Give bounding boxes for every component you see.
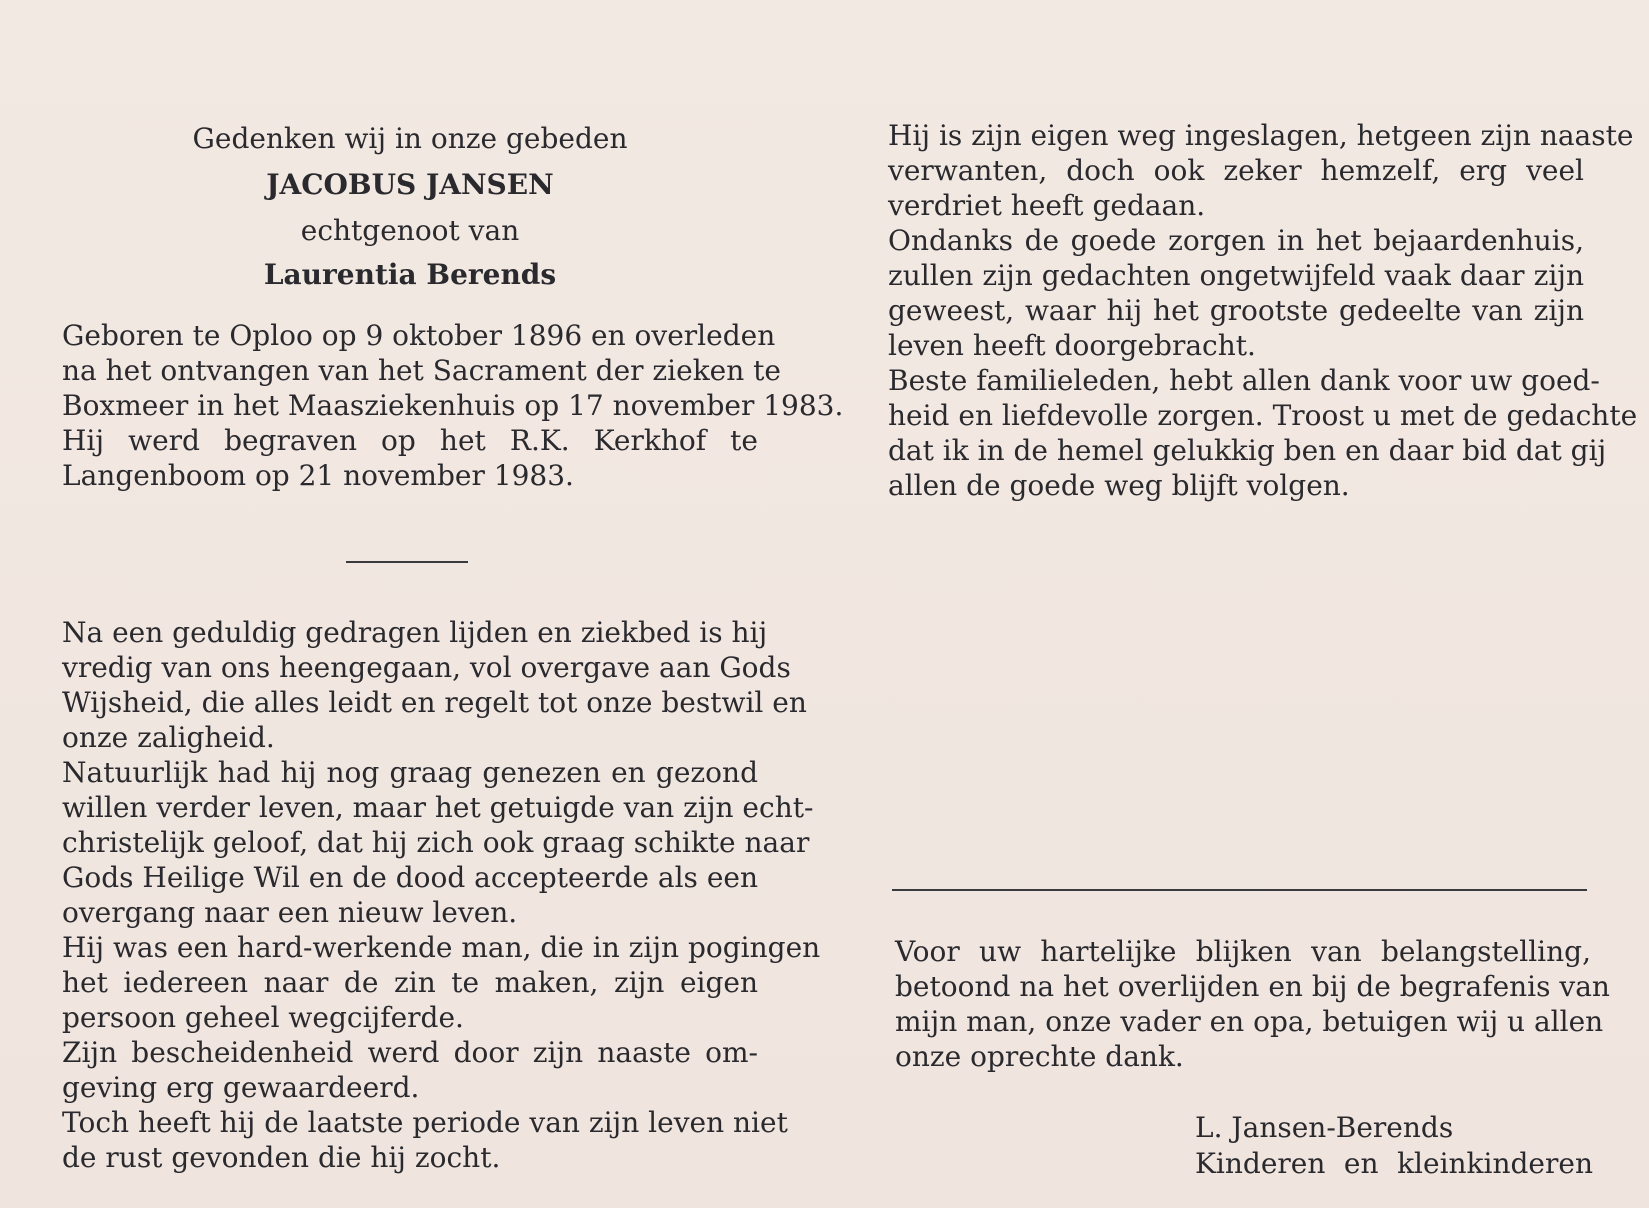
biography-paragraph [62,318,844,493]
signature-name: L. Jansen-Berends [1195,1111,1454,1144]
tribute-panel [62,615,821,1175]
thanks-divider [892,889,1587,891]
reflection-line: leven heeft doorgebracht. [888,329,1256,362]
biography-line: Boxmeer in het Maasziekenhuis op 17 november 1983. [62,389,844,422]
tribute-line: vredig van ons heengegaan, vol overgave aan Gods [62,651,791,684]
tribute-paragraph [62,615,821,1175]
section-divider [346,561,468,563]
right-panel [888,118,1638,503]
biography-line: Hij werd begraven op het R.K. Kerkhof te [62,424,758,457]
reflection-paragraph [888,118,1638,503]
tribute-line: het iedereen naar de zin te maken, zijn eigen [62,966,758,999]
tribute-line: Na een geduldig gedragen lijden en ziekbed is hij [62,616,768,649]
signature-block [1195,1110,1593,1182]
thanks-paragraph [895,934,1610,1074]
reflection-line: allen de goede weg blijft volgen. [888,469,1350,502]
thanks-line: betoond na het overlijden en bij de begrafenis van [895,970,1610,1003]
reflection-line: Ondanks de goede zorgen in het bejaardenhuis, [888,224,1584,257]
tribute-line: christelijk geloof, dat hij zich ook graag schikte naar [62,826,810,859]
relation-line: echtgenoot van [300,214,520,247]
tribute-line: persoon geheel wegcijferde. [62,1001,464,1034]
tribute-line: geving erg gewaardeerd. [62,1071,420,1104]
intro-line: Gedenken wij in onze gebeden [192,122,628,155]
tribute-line: Wijsheid, die alles leidt en regelt tot onze bestwil en [62,686,807,719]
reflection-line: dat ik in de hemel gelukkig ben en daar bid dat gij [888,434,1607,467]
biography-line: Geboren te Oploo op 9 oktober 1896 en overleden [62,319,776,352]
thanks-line: onze oprechte dank. [895,1040,1184,1073]
left-panel [62,116,844,493]
tribute-line: Gods Heilige Wil en de dood accepteerde als een [62,861,758,894]
thanks-line: mijn man, onze vader en opa, betuigen wij u allen [895,1005,1604,1038]
spouse-name: Laurentia Berends [263,258,557,291]
tribute-line: Zijn bescheidenheid werd door zijn naaste om- [62,1036,758,1069]
reflection-line: Beste familieleden, hebt allen dank voor uw goed- [888,364,1600,397]
thanks-line: Voor uw hartelijke blijken van belangstelling, [895,935,1591,968]
biography-line: Langenboom op 21 november 1983. [62,459,574,492]
tribute-line: Toch heeft hij de laatste periode van zijn leven niet [62,1106,788,1139]
thanks-panel [895,934,1610,1074]
tribute-line: onze zaligheid. [62,721,275,754]
tribute-line: Hij was een hard-werkende man, die in zijn pogingen [62,931,821,964]
tribute-line: Natuurlijk had hij nog graag genezen en gezond [62,756,758,789]
reflection-line: Hij is zijn eigen weg ingeslagen, hetgeen zijn naaste [888,119,1634,152]
reflection-line: heid en liefdevolle zorgen. Troost u met de gedachte [888,399,1638,432]
reflection-line: geweest, waar hij het grootste gedeelte van zijn [888,294,1584,327]
reflection-line: verwanten, doch ook zeker hemzelf, erg veel [888,154,1584,187]
reflection-line: verdriet heeft gedaan. [888,189,1206,222]
tribute-line: de rust gevonden die hij zocht. [62,1141,501,1174]
reflection-line: zullen zijn gedachten ongetwijfeld vaak daar zijn [888,259,1584,292]
deceased-name: JACOBUS JANSEN [266,168,554,201]
tribute-line: willen verder leven, maar het getuigde van zijn echt- [62,791,814,824]
biography-line: na het ontvangen van het Sacrament der zieken te [62,354,781,387]
tribute-line: overgang naar een nieuw leven. [62,896,518,929]
signature-family: Kinderen en kleinkinderen [1195,1147,1593,1180]
